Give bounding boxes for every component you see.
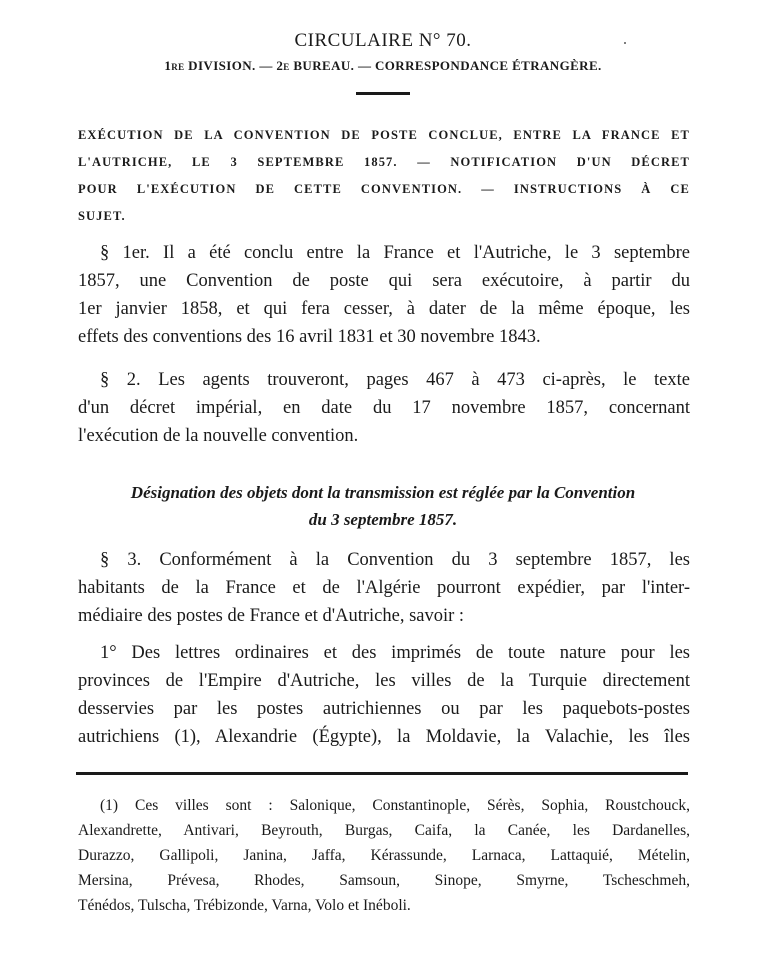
paragraph-line: § 3. Conformément à la Convention du 3 septembre 1857, les	[100, 550, 690, 570]
heading-line: POUR L'EXÉCUTION DE CETTE CONVENTION. — INSTRUCTIONS À CE	[78, 182, 690, 196]
title-divider	[356, 92, 410, 95]
paragraph-line: l'exécution de la nouvelle convention.	[78, 426, 359, 446]
designation-line: du 3 septembre 1857.	[308, 510, 458, 529]
footnote-line: (1) Ces villes sont : Salonique, Constantinople, Sérès, Sophia, Roustchouck,	[100, 797, 690, 814]
designation-line: Désignation des objets dont la transmission est réglée par la Convention	[130, 483, 636, 502]
heading-line: L'AUTRICHE, LE 3 SEPTEMBRE 1857. — NOTIFICATION D'UN DÉCRET	[78, 155, 690, 169]
footnote-line: Mersina, Prévesa, Rhodes, Samsoun, Sinope, Smyrne, Tscheschmeh,	[78, 872, 690, 889]
footnote-line: Alexandrette, Antivari, Beyrouth, Burgas, Caifa, la Canée, les Dardanelles,	[78, 822, 690, 839]
paragraph-line: 1857, une Convention de poste qui sera exécutoire, à partir du	[78, 271, 690, 291]
item-line: provinces de l'Empire d'Autriche, les villes de la Turquie directement	[78, 671, 690, 691]
circular-title: CIRCULAIRE N° 70.	[294, 30, 472, 51]
division-subtitle: 1re DIVISION. — 2e BUREAU. — CORRESPONDANCE ÉTRANGÈRE.	[164, 58, 602, 73]
ink-speck	[624, 42, 626, 44]
paragraph-line: § 2. Les agents trouveront, pages 467 à 473 ci-après, le texte	[100, 370, 690, 390]
footnote-divider	[76, 772, 688, 775]
item-line: desservies par les postes autrichiennes ou par les paquebots-postes	[78, 699, 690, 719]
item-line: autrichiens (1), Alexandrie (Égypte), la Moldavie, la Valachie, les îles	[78, 727, 690, 747]
footnote-line: Durazzo, Gallipoli, Janina, Jaffa, Kérassunde, Larnaca, Lattaquié, Mételin,	[78, 847, 690, 864]
paragraph-line: d'un décret impérial, en date du 17 novembre 1857, concernant	[78, 398, 690, 418]
heading-line: EXÉCUTION DE LA CONVENTION DE POSTE CONCLUE, ENTRE LA FRANCE ET	[78, 128, 690, 142]
paragraph-line: habitants de la France et de l'Algérie pourront expédier, par l'inter-	[78, 578, 690, 598]
paragraph-line: médiaire des postes de France et d'Autriche, savoir :	[78, 606, 465, 626]
paragraph-line: § 1er. Il a été conclu entre la France et l'Autriche, le 3 septembre	[100, 243, 690, 263]
paragraph-line: effets des conventions des 16 avril 1831 et 30 novembre 1843.	[78, 327, 541, 347]
paragraph-line: 1er janvier 1858, et qui fera cesser, à dater de la même époque, les	[78, 299, 690, 319]
heading-line: SUJET.	[78, 209, 126, 223]
footnote-line: Ténédos, Tulscha, Trébizonde, Varna, Volo et Inéboli.	[78, 897, 411, 914]
item-line: 1° Des lettres ordinaires et des imprimés de toute nature pour les	[100, 643, 690, 663]
